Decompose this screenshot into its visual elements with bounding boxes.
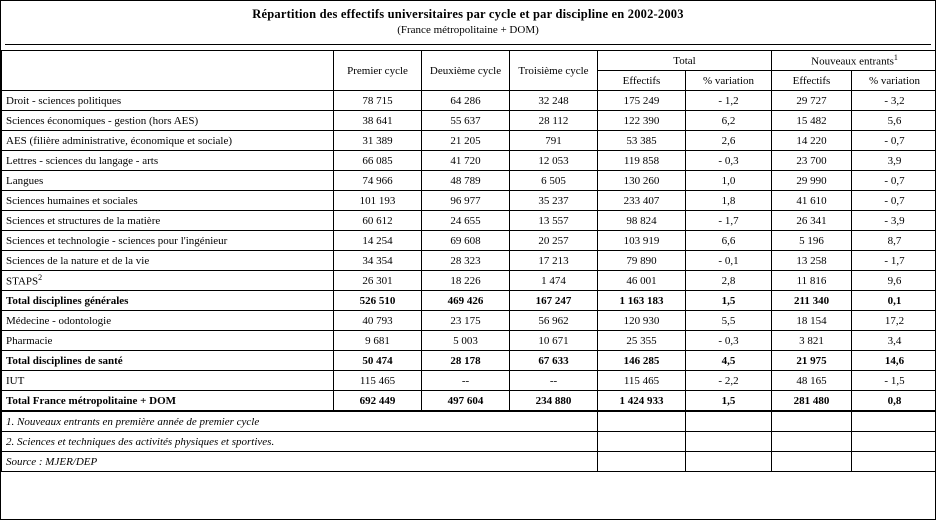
row-label: Pharmacie: [2, 331, 334, 351]
cell-deuxieme-cycle: 18 226: [422, 271, 510, 291]
cell-ne-variation: - 0,7: [852, 171, 936, 191]
cell-troisieme-cycle: 791: [510, 131, 598, 151]
cell-ne-effectifs: 23 700: [772, 151, 852, 171]
cell-ne-effectifs: 15 482: [772, 111, 852, 131]
table-row: [2, 131, 936, 151]
cell-ne-effectifs: 21 975: [772, 351, 852, 371]
cell-premier-cycle: 115 465: [334, 371, 422, 391]
footnote-source: Source : MJER/DEP: [2, 452, 598, 472]
footnote-blank-cell: [686, 432, 772, 452]
cell-total-effectifs: 233 407: [598, 191, 686, 211]
cell-premier-cycle: 78 715: [334, 91, 422, 111]
cell-total-effectifs: 146 285: [598, 351, 686, 371]
cell-premier-cycle: 14 254: [334, 231, 422, 251]
cell-premier-cycle: 50 474: [334, 351, 422, 371]
header-premier-cycle-label: Premier cycle: [347, 64, 408, 77]
row-label-note: 2: [38, 273, 43, 283]
footnote-1: 1. Nouveaux entrants en première année de premier cycle: [2, 412, 598, 432]
footnote-blank-cell: [598, 452, 686, 472]
footnote-blank-cell: [772, 452, 852, 472]
row-label: Sciences et structures de la matière: [2, 211, 334, 231]
cell-ne-variation: - 0,7: [852, 191, 936, 211]
footnote-blank-cell: [852, 412, 936, 432]
statistics-table: [1, 50, 936, 411]
cell-ne-variation: 0,8: [852, 391, 936, 411]
table-row: [2, 311, 936, 331]
cell-ne-variation: - 3,2: [852, 91, 936, 111]
cell-premier-cycle: 101 193: [334, 191, 422, 211]
cell-troisieme-cycle: 56 962: [510, 311, 598, 331]
footnote-blank-cell: [598, 432, 686, 452]
cell-total-variation: 6,6: [686, 231, 772, 251]
cell-ne-variation: 3,4: [852, 331, 936, 351]
cell-premier-cycle: 40 793: [334, 311, 422, 331]
footnote-blank-cell: [772, 412, 852, 432]
table-row: [2, 111, 936, 131]
row-label: Lettres - sciences du langage - arts: [2, 151, 334, 171]
footnote-blank-cell: [772, 432, 852, 452]
cell-deuxieme-cycle: 69 608: [422, 231, 510, 251]
table-row: [2, 251, 936, 271]
cell-total-effectifs: 130 260: [598, 171, 686, 191]
cell-total-variation: 1,0: [686, 171, 772, 191]
header-total: Total: [598, 51, 772, 71]
cell-ne-effectifs: 211 340: [772, 291, 852, 311]
table-row: [2, 191, 936, 211]
footnote-blank-cell: [852, 432, 936, 452]
footnote-row: [2, 412, 936, 432]
cell-deuxieme-cycle: 28 178: [422, 351, 510, 371]
cell-troisieme-cycle: 234 880: [510, 391, 598, 411]
row-label: IUT: [2, 371, 334, 391]
cell-ne-effectifs: 3 821: [772, 331, 852, 351]
header-discipline: [2, 51, 334, 91]
cell-troisieme-cycle: 28 112: [510, 111, 598, 131]
cell-total-effectifs: 46 001: [598, 271, 686, 291]
cell-total-variation: - 1,7: [686, 211, 772, 231]
table-header-row-1: [2, 51, 936, 71]
cell-ne-effectifs: 5 196: [772, 231, 852, 251]
cell-premier-cycle: 31 389: [334, 131, 422, 151]
cell-deuxieme-cycle: 96 977: [422, 191, 510, 211]
row-label: Sciences humaines et sociales: [2, 191, 334, 211]
cell-ne-variation: - 1,7: [852, 251, 936, 271]
cell-total-effectifs: 119 858: [598, 151, 686, 171]
cell-deuxieme-cycle: 48 789: [422, 171, 510, 191]
header-deuxieme-cycle-label: Deuxième cycle: [429, 64, 502, 77]
cell-total-variation: - 0,3: [686, 151, 772, 171]
cell-ne-effectifs: 26 341: [772, 211, 852, 231]
header-total-effectifs: Effectifs: [598, 71, 686, 91]
cell-deuxieme-cycle: --: [422, 371, 510, 391]
cell-ne-effectifs: 14 220: [772, 131, 852, 151]
cell-troisieme-cycle: --: [510, 371, 598, 391]
row-label: Langues: [2, 171, 334, 191]
cell-total-variation: 2,8: [686, 271, 772, 291]
table-row: [2, 171, 936, 191]
cell-total-effectifs: 120 930: [598, 311, 686, 331]
cell-total-effectifs: 1 424 933: [598, 391, 686, 411]
cell-deuxieme-cycle: 469 426: [422, 291, 510, 311]
cell-total-variation: - 0,1: [686, 251, 772, 271]
title-divider: [5, 44, 931, 45]
footnote-blank-cell: [852, 452, 936, 472]
footnote-row: [2, 432, 936, 452]
page-subtitle: (France métropolitaine + DOM): [397, 24, 539, 36]
header-premier-cycle: [334, 51, 422, 91]
table-row: [2, 151, 936, 171]
table-row: [2, 271, 936, 291]
cell-ne-variation: 5,6: [852, 111, 936, 131]
footnote-row: [2, 452, 936, 472]
cell-ne-effectifs: 281 480: [772, 391, 852, 411]
cell-troisieme-cycle: 13 557: [510, 211, 598, 231]
row-label: [2, 271, 334, 291]
row-label: Sciences et technologie - sciences pour l'ingénieur: [2, 231, 334, 251]
cell-ne-effectifs: 11 816: [772, 271, 852, 291]
cell-ne-variation: 9,6: [852, 271, 936, 291]
table-row: [2, 231, 936, 251]
cell-ne-variation: - 3,9: [852, 211, 936, 231]
cell-troisieme-cycle: 67 633: [510, 351, 598, 371]
row-label: AES (filière administrative, économique et sociale): [2, 131, 334, 151]
cell-deuxieme-cycle: 55 637: [422, 111, 510, 131]
cell-troisieme-cycle: 12 053: [510, 151, 598, 171]
footnotes-table: [1, 411, 936, 472]
cell-total-variation: 1,8: [686, 191, 772, 211]
cell-premier-cycle: 66 085: [334, 151, 422, 171]
cell-ne-effectifs: 29 727: [772, 91, 852, 111]
cell-ne-variation: - 0,7: [852, 131, 936, 151]
header-troisieme-cycle-label: Troisième cycle: [518, 64, 589, 77]
cell-deuxieme-cycle: 41 720: [422, 151, 510, 171]
cell-total-variation: 1,5: [686, 391, 772, 411]
cell-premier-cycle: 9 681: [334, 331, 422, 351]
footnote-blank-cell: [686, 412, 772, 432]
cell-troisieme-cycle: 17 213: [510, 251, 598, 271]
footnote-2: 2. Sciences et techniques des activités physiques et sportives.: [2, 432, 598, 452]
cell-troisieme-cycle: 167 247: [510, 291, 598, 311]
cell-total-effectifs: 98 824: [598, 211, 686, 231]
footnote-blank-cell: [598, 412, 686, 432]
row-label-text: STAPS: [6, 275, 39, 288]
cell-total-effectifs: 175 249: [598, 91, 686, 111]
cell-ne-variation: 0,1: [852, 291, 936, 311]
cell-premier-cycle: 38 641: [334, 111, 422, 131]
cell-total-variation: - 0,3: [686, 331, 772, 351]
cell-ne-variation: - 1,5: [852, 371, 936, 391]
row-label: Total France métropolitaine + DOM: [2, 391, 334, 411]
cell-total-variation: - 1,2: [686, 91, 772, 111]
cell-troisieme-cycle: 35 237: [510, 191, 598, 211]
cell-total-effectifs: 53 385: [598, 131, 686, 151]
header-troisieme-cycle: [510, 51, 598, 91]
row-label: Total disciplines de santé: [2, 351, 334, 371]
cell-ne-effectifs: 13 258: [772, 251, 852, 271]
table-row-total: [2, 291, 936, 311]
table-row: [2, 91, 936, 111]
table-row-total: [2, 351, 936, 371]
cell-total-variation: 4,5: [686, 351, 772, 371]
cell-deuxieme-cycle: 28 323: [422, 251, 510, 271]
cell-deuxieme-cycle: 23 175: [422, 311, 510, 331]
page-title: Répartition des effectifs universitaires par cycle et par discipline en 2002-2003: [252, 7, 684, 21]
cell-total-variation: 1,5: [686, 291, 772, 311]
cell-ne-variation: 14,6: [852, 351, 936, 371]
header-nouveaux-entrants-label: Nouveaux entrants: [811, 55, 894, 68]
header-nouveaux-entrants-note: 1: [893, 53, 898, 63]
footnote-blank-cell: [686, 452, 772, 472]
table-row: [2, 211, 936, 231]
row-label: Droit - sciences politiques: [2, 91, 334, 111]
table-row: [2, 371, 936, 391]
cell-premier-cycle: 60 612: [334, 211, 422, 231]
row-label: Médecine - odontologie: [2, 311, 334, 331]
cell-ne-variation: 8,7: [852, 231, 936, 251]
cell-total-variation: 6,2: [686, 111, 772, 131]
cell-total-effectifs: 103 919: [598, 231, 686, 251]
header-total-variation: % variation: [686, 71, 772, 91]
table-row: [2, 331, 936, 351]
cell-troisieme-cycle: 6 505: [510, 171, 598, 191]
header-nouveaux-entrants: [772, 51, 936, 71]
header-deuxieme-cycle: [422, 51, 510, 91]
cell-total-variation: 5,5: [686, 311, 772, 331]
cell-troisieme-cycle: 10 671: [510, 331, 598, 351]
header-ne-variation: % variation: [852, 71, 936, 91]
cell-deuxieme-cycle: 24 655: [422, 211, 510, 231]
cell-ne-effectifs: 41 610: [772, 191, 852, 211]
cell-troisieme-cycle: 20 257: [510, 231, 598, 251]
cell-deuxieme-cycle: 21 205: [422, 131, 510, 151]
cell-total-effectifs: 25 355: [598, 331, 686, 351]
cell-deuxieme-cycle: 5 003: [422, 331, 510, 351]
cell-troisieme-cycle: 1 474: [510, 271, 598, 291]
cell-ne-effectifs: 29 990: [772, 171, 852, 191]
cell-ne-effectifs: 18 154: [772, 311, 852, 331]
cell-total-effectifs: 79 890: [598, 251, 686, 271]
row-label: Sciences de la nature et de la vie: [2, 251, 334, 271]
cell-deuxieme-cycle: 497 604: [422, 391, 510, 411]
cell-premier-cycle: 74 966: [334, 171, 422, 191]
cell-ne-variation: 3,9: [852, 151, 936, 171]
cell-premier-cycle: 526 510: [334, 291, 422, 311]
cell-total-variation: - 2,2: [686, 371, 772, 391]
cell-ne-variation: 17,2: [852, 311, 936, 331]
cell-premier-cycle: 34 354: [334, 251, 422, 271]
table-row-grand-total: [2, 391, 936, 411]
cell-troisieme-cycle: 32 248: [510, 91, 598, 111]
cell-total-effectifs: 1 163 183: [598, 291, 686, 311]
header-ne-effectifs: Effectifs: [772, 71, 852, 91]
row-label: Total disciplines générales: [2, 291, 334, 311]
cell-total-effectifs: 122 390: [598, 111, 686, 131]
cell-total-effectifs: 115 465: [598, 371, 686, 391]
cell-total-variation: 2,6: [686, 131, 772, 151]
title-block: [1, 1, 935, 40]
cell-premier-cycle: 26 301: [334, 271, 422, 291]
cell-premier-cycle: 692 449: [334, 391, 422, 411]
cell-ne-effectifs: 48 165: [772, 371, 852, 391]
row-label: Sciences économiques - gestion (hors AES): [2, 111, 334, 131]
cell-deuxieme-cycle: 64 286: [422, 91, 510, 111]
table-body: [2, 91, 936, 411]
